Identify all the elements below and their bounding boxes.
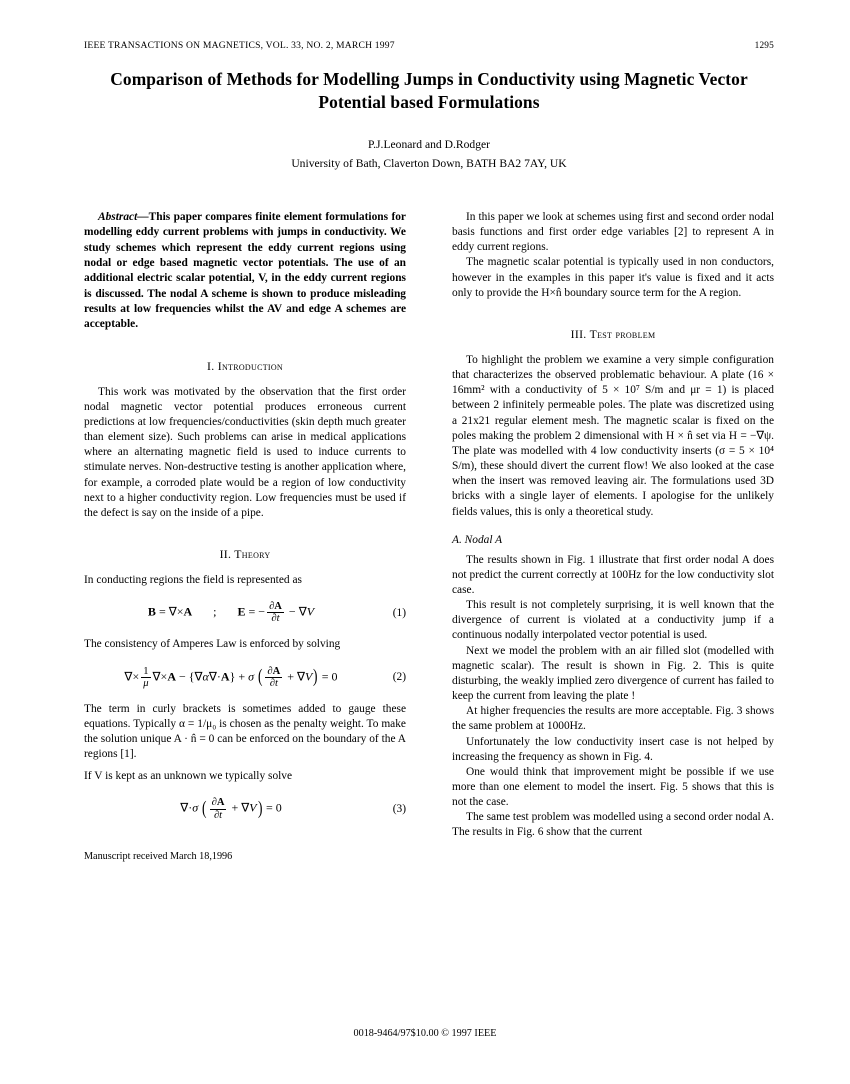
equation-2-body: ∇× $\frac{1}{\mu}$ ∇×A − {∇α∇·A} + σ ( $\frac{\partial A}{\partial t}$ + ∇V) = 0 <box>124 665 338 689</box>
introduction-paragraph-1: This work was motivated by the observation that the first order nodal magnetic vector potential produces erroneous current predictions at low frequencies/conductivities (skin depth much greater than element size). Such problems can arise in medical applications where an alternating magnetic field is used to induce currents to stimulate nerves. Non-destructive testing is another application where, for example, a corroded plate would be a region of low conductivity next to a higher conductivity region. Low frequencies must be used if the defect is say on the inside of a pipe. <box>84 385 406 519</box>
abstract <box>84 210 406 333</box>
theory-paragraph-4: If V is kept as an unknown we typically solve <box>84 770 293 783</box>
test-problem-paragraph-1: To highlight the problem we examine a very simple configuration that characterizes the observed problematic behaviour. A plate (16 × 16mm² with a conductivity of 5 × 10⁷ S/m and μr = 1) is placed between 2 infinitely permeable poles. The plate was discretized using a 21x21 regular element mesh. The magnetic scalar is fixed on the poles making the problem 2 dimensional with H × n̂ set via H = −∇ψ. The plate was modelled with 4 low conductivity inserts (σ = 5 × 10⁴ S/m), these should divert the current flow! We also looked at the case when the insert was removed leaving air. The formulations used 3D bricks with a single layer of elements. I apologise for the unlikely fields values, this is only a theoretical study. <box>452 353 774 518</box>
section-heading-theory: II. Theory <box>219 547 271 562</box>
nodal-a-paragraph-2: This result is not completely surprising, it is well known that the divergence of current is violated at a conductivity jump if a continuous nodally interpolated vector potential is used. <box>452 599 774 642</box>
nodal-a-paragraph-5: Unfortunately the low conductivity insert case is not helped by increasing the frequency as shown in Fig. 4. <box>452 735 774 763</box>
abstract-lead: Abstract— <box>98 211 149 223</box>
equation-1 <box>84 601 406 624</box>
equation-3 <box>84 797 406 820</box>
nodal-a-paragraph-7: The same test problem was modelled using a second order nodal A. The results in Fig. 6 show that the current <box>452 811 774 839</box>
left-column <box>84 210 406 862</box>
right-paragraph-2: The magnetic scalar potential is typically used in non conductors, however in the examples in this paper it's value is fixed and it acts only to provide the H×n̂ boundary source term for the A region. <box>452 256 774 299</box>
page-header <box>84 40 774 51</box>
title-block <box>84 68 774 170</box>
equation-1-body: B = ∇×A ; E = − $\frac{\partial A}{\partial t}$ − ∇V <box>147 601 315 625</box>
equation-3-number: (3) <box>392 803 406 816</box>
manuscript-note: Manuscript received March 18,1996 <box>84 850 233 862</box>
theory-paragraph-3: The term in curly brackets is sometimes added to gauge these equations. Typically α = 1/μ₀ is chosen as the penalty weight. To make the solution unique A · n̂ = 0 can be enforced on the boundary of the A regions [1]. <box>84 702 406 761</box>
journal-reference: IEEE TRANSACTIONS ON MAGNETICS, VOL. 33, NO. 2, MARCH 1997 <box>84 40 395 51</box>
subsection-heading-nodal-a: A. Nodal A <box>452 533 503 546</box>
abstract-text: This paper compares finite element formulations for modelling eddy current problems with jumps in conductivity. We study schemes which represent the eddy current regions using nodal or edge based magnetic vector potentials. The use of an additional electric scalar potential, V, in the eddy current regions is discussed. The nodal A scheme is shown to produce misleading results at low frequencies whilst the AV and edge A schemes are acceptable. <box>84 211 406 331</box>
paper-title: Comparison of Methods for Modelling Jumps in Conductivity using Magnetic Vector Potential based Formulations <box>110 69 748 113</box>
equation-2 <box>84 666 406 689</box>
theory-paragraph-1: In conducting regions the field is represented as <box>84 574 302 587</box>
nodal-a-paragraph-1: The results shown in Fig. 1 illustrate that first order nodal A does not predict the current correctly at 100Hz for the low conductivity slot case. <box>452 553 774 596</box>
equation-1-number: (1) <box>392 606 406 619</box>
equation-3-body: ∇·σ ( $\frac{\partial A}{\partial t}$ + ∇V) = 0 <box>180 797 282 821</box>
nodal-a-paragraph-3: Next we model the problem with an air filled slot (modelled with magnetic scalar). The result is shown in Fig. 2. This is quite disturbing, the weakly implied zero divergence of current has failed to keep the current from leaving the plate ! <box>452 644 774 703</box>
right-paragraph-1: In this paper we look at schemes using first and second order nodal basis functions and first order edge variables [2] to represent A in eddy current regions. <box>452 211 774 254</box>
section-heading-introduction: I. Introduction <box>206 358 284 373</box>
equation-2-number: (2) <box>392 671 406 684</box>
section-heading-test-problem: III. Test problem <box>570 326 656 341</box>
authors: P.J.Leonard and D.Rodger <box>367 137 491 151</box>
affiliation: University of Bath, Claverton Down, BATH BA2 7AY, UK <box>291 156 567 170</box>
page-footer: 0018-9464/97$10.00 © 1997 IEEE <box>353 1028 497 1039</box>
nodal-a-paragraph-6: One would think that improvement might be possible if we use more than one element to model the insert. Fig. 5 shows that this is not the case. <box>452 765 774 809</box>
right-column <box>452 210 774 841</box>
page-number: 1295 <box>754 41 774 51</box>
nodal-a-paragraph-4: At higher frequencies the results are more acceptable. Fig. 3 shows the same problem at 1000Hz. <box>452 705 774 733</box>
theory-paragraph-2: The consistency of Amperes Law is enforced by solving <box>84 638 341 651</box>
body-columns <box>84 210 774 1000</box>
